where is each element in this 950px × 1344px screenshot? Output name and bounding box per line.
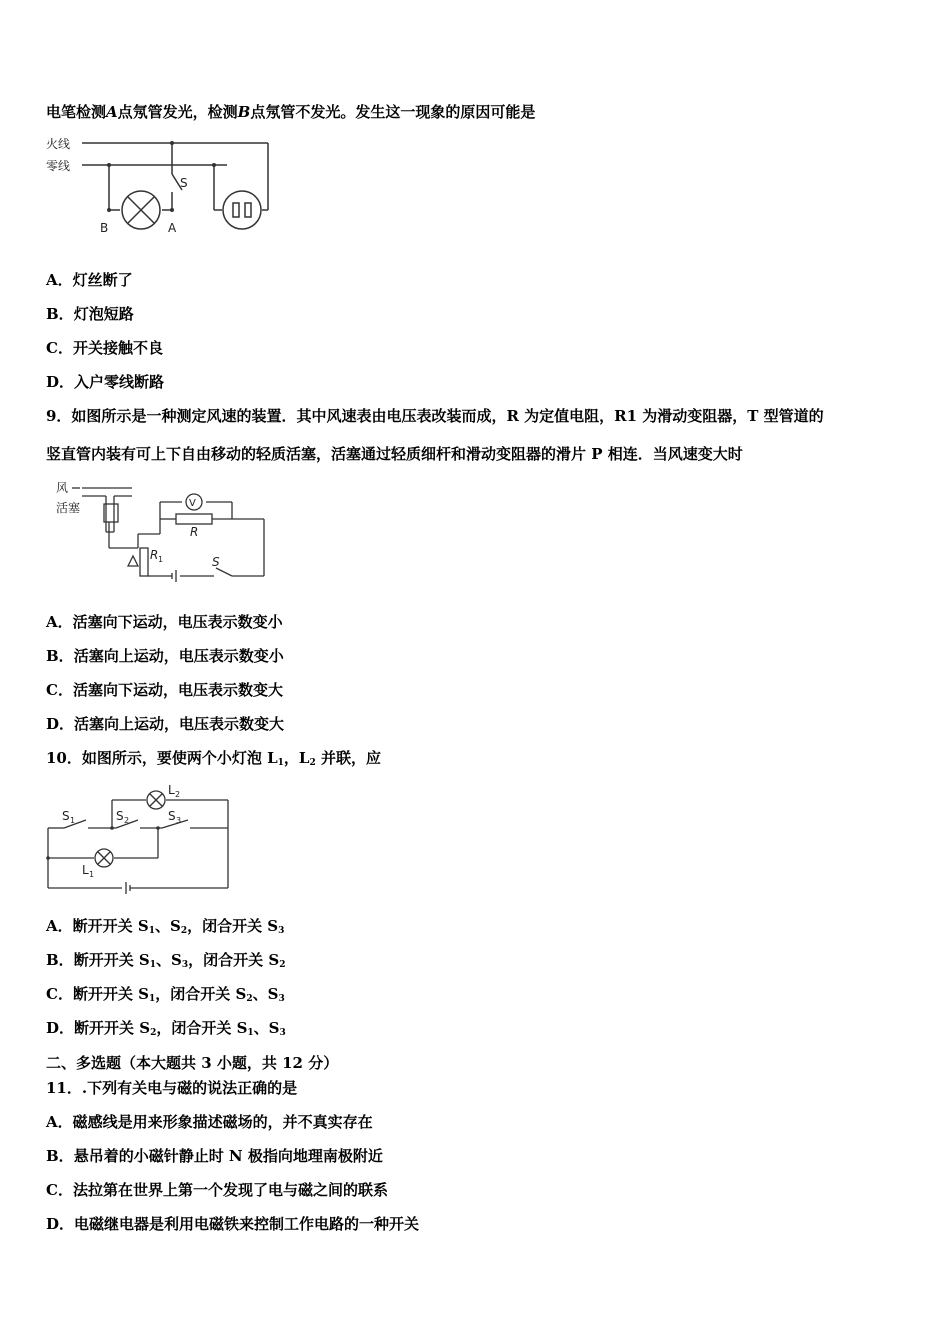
wind-label: 风 (56, 481, 69, 495)
q11-option-c: C．法拉第在世界上第一个发现了电与磁之间的联系 (46, 1181, 388, 1199)
q10-circuit-figure (42, 780, 242, 895)
svg-text:3: 3 (176, 816, 182, 825)
q9-option-b: B．活塞向上运动，电压表示数变小 (46, 647, 284, 665)
rheostat-label: R (150, 548, 159, 562)
l1-label: L (82, 863, 89, 877)
q9-wind-speed-figure (50, 474, 280, 584)
q8-stem-text: 点氖管不发光。发生这一现象的原因可能是 (250, 103, 536, 121)
q8-option-b: B．灯泡短路 (46, 305, 134, 323)
rheostat-sub: 1 (158, 555, 164, 564)
q10-option-b: B．断开开关 $S_1$、$S_3$，闭合开关 $S_2$ (46, 951, 286, 970)
q8-stem (46, 102, 535, 122)
q9-option-c: C．活塞向下运动，电压表示数变大 (46, 681, 283, 699)
q8-circuit-figure (44, 130, 284, 240)
slider-p (128, 556, 138, 566)
point-b-label: B (100, 221, 109, 235)
svg-text:1: 1 (70, 816, 76, 825)
q8-stem-text: 点氖管发光，检测 (117, 103, 238, 121)
section-title: 二、多选题（本大题共 3 小题，共 12 分） (46, 1054, 339, 1072)
q9-option-d: D．活塞向上运动，电压表示数变大 (46, 715, 285, 733)
q10-stem: 10．如图所示，要使两个小灯泡 $L_1$，$L_2$ 并联，应 (46, 749, 381, 768)
s3-label: S (168, 809, 176, 823)
s1-label: S (62, 809, 70, 823)
s2-label: S (116, 809, 124, 823)
neutral-wire-label: 零线 (46, 159, 71, 173)
q10-option-a: A．断开开关 $S_1$、$S_2$，闭合开关 $S_3$ (46, 917, 285, 936)
q10-option-c: C．断开开关 $S_1$，闭合开关 $S_2$、$S_3$ (46, 985, 285, 1004)
q11-option-b: B．悬吊着的小磁针静止时 N 极指向地理南极附近 (46, 1147, 383, 1165)
q8-option-d: D．入户零线断路 (46, 373, 165, 391)
switch-s (216, 568, 232, 576)
rheostat (140, 548, 148, 576)
svg-text:1: 1 (89, 870, 95, 879)
q11-option-a: A．磁感线是用来形象描述磁场的，并不真实存在 (46, 1113, 373, 1131)
switch-label: S (212, 555, 220, 569)
q9-stem-line1: 9．如图所示是一种测定风速的装置．其中风速表由电压表改装而成，R 为定值电阻，R1 为滑动变阻器，T 型管道的 (46, 407, 824, 425)
q11-stem: 11．.下列有关电与磁的说法正确的是 (46, 1079, 298, 1097)
q8-stem-text: 电笔检测 (46, 103, 107, 121)
piston-label: 活塞 (56, 501, 81, 515)
l2-label: L (168, 783, 175, 797)
socket-icon (223, 191, 261, 229)
q9-option-a: A．活塞向下运动，电压表示数变小 (46, 613, 283, 631)
q8-point-a: A (106, 103, 118, 121)
svg-text:2: 2 (124, 816, 130, 825)
voltmeter-label: V (189, 498, 196, 509)
resistor-r (176, 514, 212, 524)
resistor-label: R (190, 525, 199, 539)
q8-point-b: B (237, 103, 251, 121)
q8-option-c: C．开关接触不良 (46, 339, 163, 357)
q10-option-d: D．断开开关 $S_2$，闭合开关 $S_1$、$S_3$ (46, 1019, 286, 1038)
svg-text:2: 2 (175, 790, 181, 799)
q11-option-d: D．电磁继电器是利用电磁铁来控制工作电路的一种开关 (46, 1215, 420, 1233)
point-a-label: A (168, 221, 177, 235)
q9-stem-line2: 竖直管内装有可上下自由移动的轻质活塞，活塞通过轻质细杆和滑动变阻器的滑片 P 相连．当风速变大时 (46, 445, 743, 463)
q8-option-a: A．灯丝断了 (46, 271, 133, 289)
switch-label: S (180, 176, 188, 190)
live-wire-label: 火线 (46, 137, 71, 151)
